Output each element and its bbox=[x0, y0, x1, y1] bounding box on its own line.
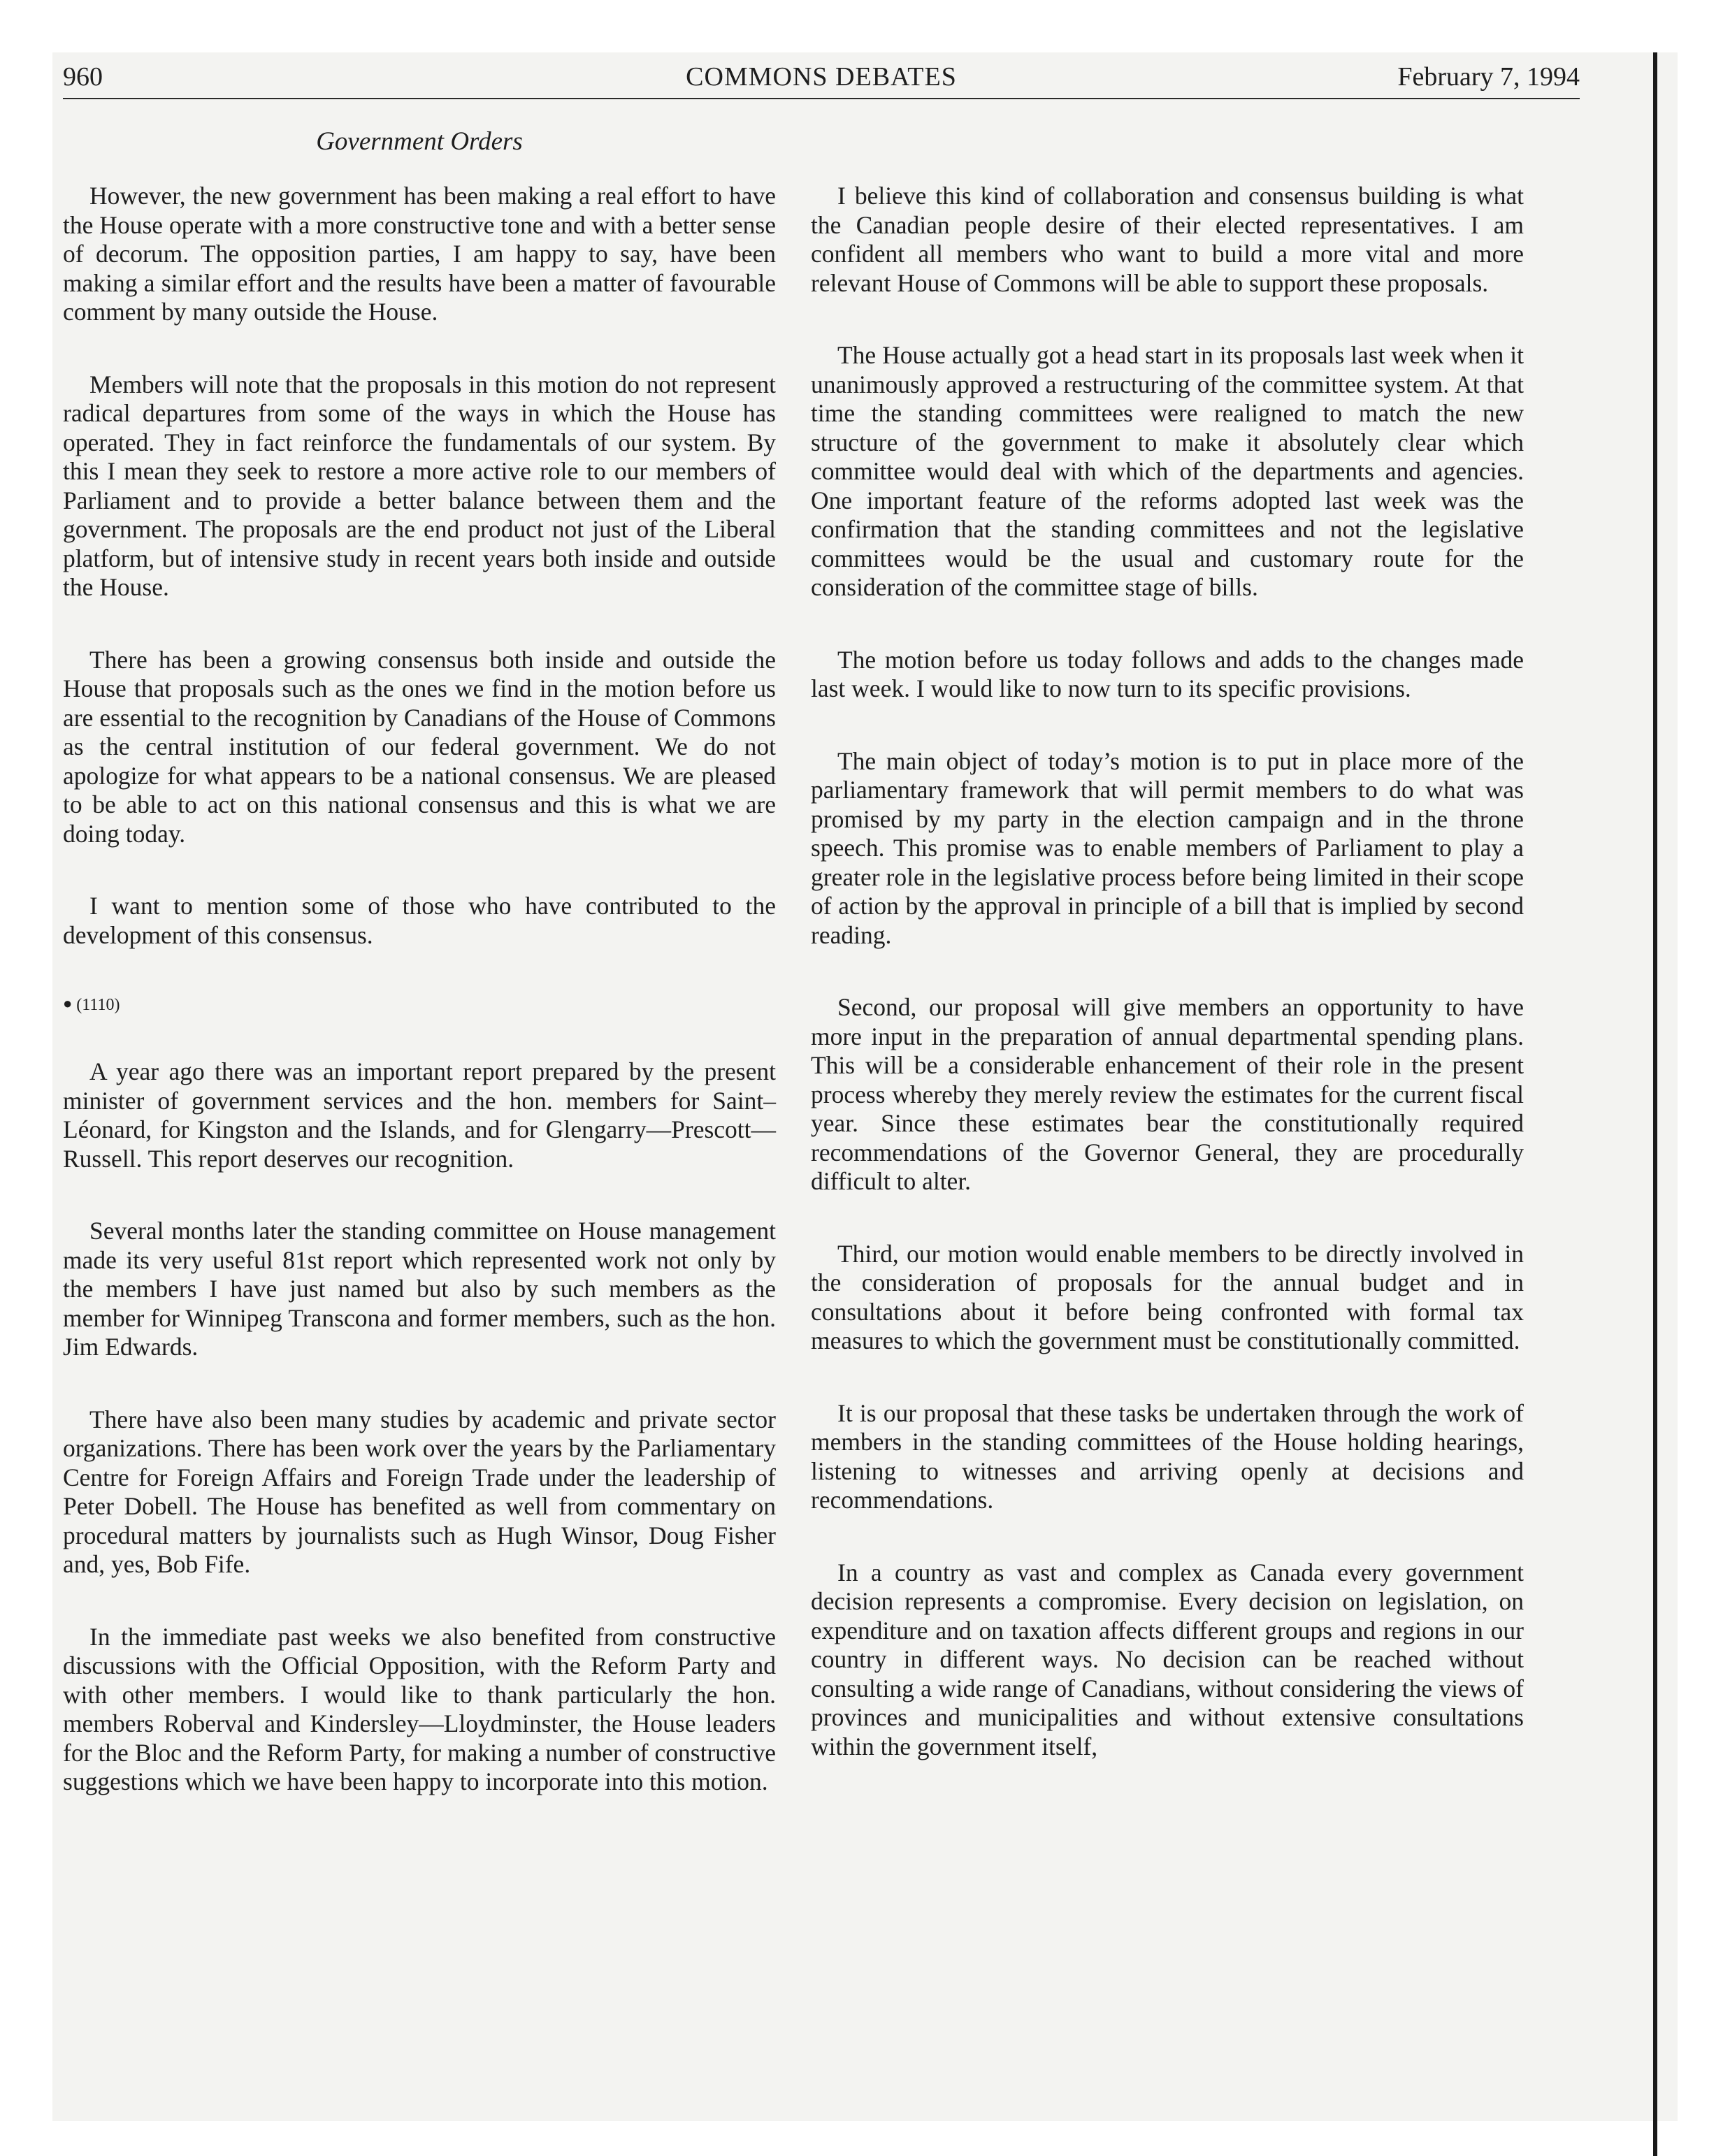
paragraph: Third, our motion would enable members to be directly involved in the consideration of proposals for the annual budget and in consultations about it before being confronted with formal tax measures to which the government must be constitutionally committed. bbox=[811, 1239, 1524, 1354]
header-rule bbox=[63, 98, 1580, 99]
paragraph: Members will note that the proposals in this motion do not represent radical departures from some of the ways in which the House has operated. They in fact reinforce the fundamentals of our system. By this I mean they seek to restore a more active role to our members of Parliament and to provide a better balance between them and the government. The proposals are the end product not just of the Liberal platform, but of intensive study in recent years both inside and outside the House. bbox=[63, 370, 776, 601]
section-title: Government Orders bbox=[316, 127, 523, 156]
paragraph: The motion before us today follows and adds to the changes made last week. I would like to now turn to its specific provisions. bbox=[811, 645, 1524, 702]
left-column bbox=[63, 182, 776, 1840]
right-column bbox=[811, 182, 1524, 1804]
paragraph: I believe this kind of collaboration and consensus building is what the Canadian people desire of their elected representatives. I am confident all members who want to build a more vital and more relevant House of Commons will be able to support these proposals. bbox=[811, 182, 1524, 297]
paragraph: There has been a growing consensus both inside and outside the House that proposals such as the ones we find in the motion before us are essential to the recognition by Canadians of the House of Commons as the central institution of our federal government. We do not apologize for what appears to be a national consensus. We are pleased to be able to act on this national consensus and this is what we are doing today. bbox=[63, 645, 776, 848]
paragraph: Several months later the standing committee on House management made its very useful 81st report which represented work not only by the members I have just named but also by such members as the member for Winnipeg Transcona and former members, such as the hon. Jim Edwards. bbox=[63, 1217, 776, 1361]
page-number: 960 bbox=[63, 62, 103, 92]
publication-date: February 7, 1994 bbox=[1397, 62, 1580, 92]
paragraph: It is our proposal that these tasks be undertaken through the work of members in the standing committees of the House holding hearings, listening to witnesses and arriving openly at decisions and recommendations. bbox=[811, 1398, 1524, 1514]
paragraph: There have also been many studies by academic and private sector organizations. There has been work over the years by the Parliamentary Centre for Foreign Affairs and Foreign Trade under the leadership of Peter Dobell. The House has benefited as well from commentary on procedural matters by journalists such as Hugh Winsor, Doug Fisher and, yes, Bob Fife. bbox=[63, 1405, 776, 1578]
paragraph: Second, our proposal will give members an opportunity to have more input in the preparation of annual departmental spending plans. This will be a considerable enhancement of their role in the present process whereby they merely review the estimates for the current fiscal year. Since these estimates bear the constitutionally required recommendations of the Governor General, they are procedurally difficult to alter. bbox=[811, 993, 1524, 1195]
paragraph: In the immediate past weeks we also benefited from constructive discussions with the Official Opposition, with the Reform Party and with other members. I would like to thank particularly the hon. members Roberval and Kindersley—Lloydminster, the House leaders for the Bloc and the Reform Party, for making a number of constructive suggestions which we have been happy to incorporate into this motion. bbox=[63, 1622, 776, 1795]
publication-title: COMMONS DEBATES bbox=[686, 62, 957, 92]
bullet-icon: ● bbox=[63, 994, 73, 1012]
paragraph: However, the new government has been making a real effort to have the House operate with a more constructive tone and with a better sense of decorum. The opposition parties, I am happy to say, have been making a similar effort and the results have been a matter of favourable comment by many outside the House. bbox=[63, 182, 776, 326]
paragraph: I want to mention some of those who have contributed to the development of this consensus. bbox=[63, 892, 776, 949]
paragraph: In a country as vast and complex as Canada every government decision represents a compromise. Every decision on legislation, on expenditure and on taxation affects different groups and regions in our country in different ways. No decision can be reached without consulting a wide range of Canadians, without considering the views of provinces and municipalities and without extensive consultations within the government itself, bbox=[811, 1558, 1524, 1760]
paragraph: The main object of today’s motion is to put in place more of the parliamentary framework that will permit members to do what was promised by my party in the election campaign and in the throne speech. This promise was to enable members of Parliament to play a greater role in the legislative process before being limited in their scope of action by the approval in principle of a bill that is implied by second reading. bbox=[811, 746, 1524, 949]
time-marker bbox=[63, 993, 776, 1015]
running-header bbox=[63, 59, 1580, 94]
paragraph: The House actually got a head start in its proposals last week when it unanimously approved a restructuring of the committee system. At that time the standing committees were realigned to match the new structure of the government to make it absolutely clear which committee would deal with which of the departments and agencies. One important feature of the reforms adopted last week was the confirmation that the standing committees and not the legislative committees would be the usual and customary route for the consideration of the committee stage of bills. bbox=[811, 341, 1524, 601]
time-marker-label: (1110) bbox=[76, 996, 120, 1014]
paragraph: A year ago there was an important report prepared by the present minister of government services and the hon. members for Saint–Léonard, for Kingston and the Islands, and for Glengarry—Prescott—Russell. This report deserves our recognition. bbox=[63, 1057, 776, 1173]
page-edge-shadow bbox=[1653, 52, 1657, 2156]
